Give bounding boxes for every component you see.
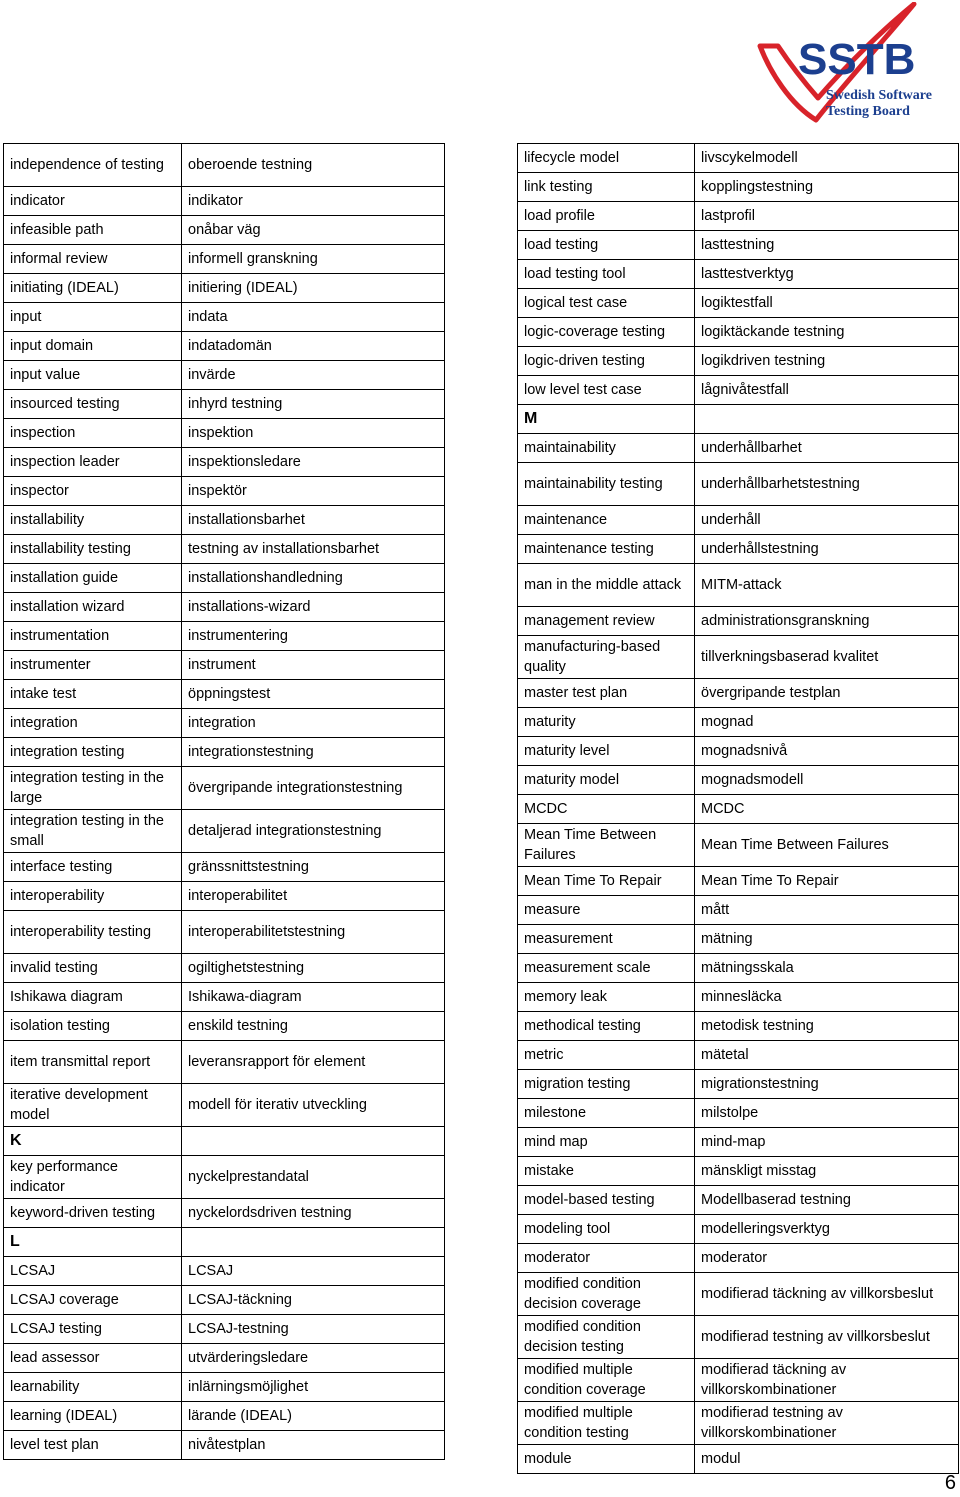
glossary-row — [518, 954, 959, 983]
term-swedish: Mean Time To Repair — [695, 867, 959, 896]
term-swedish: installations-wizard — [182, 593, 445, 622]
glossary-row — [4, 144, 445, 187]
term-english: LCSAJ testing — [4, 1315, 182, 1344]
term-swedish: mognad — [695, 708, 959, 737]
term-english: item transmittal report — [4, 1041, 182, 1084]
glossary-row — [4, 1402, 445, 1431]
term-english: key performance indicator — [4, 1156, 182, 1199]
term-english: man in the middle attack — [518, 564, 695, 607]
term-swedish: mind-map — [695, 1128, 959, 1157]
section-letter: M — [518, 405, 695, 434]
term-swedish: utvärderingsledare — [182, 1344, 445, 1373]
term-english: measurement — [518, 925, 695, 954]
term-english: Mean Time Between Failures — [518, 824, 695, 867]
glossary-row — [518, 231, 959, 260]
term-english: infeasible path — [4, 216, 182, 245]
term-swedish: oberoende testning — [182, 144, 445, 187]
glossary-row — [4, 216, 445, 245]
term-english: logic-coverage testing — [518, 318, 695, 347]
term-swedish: mått — [695, 896, 959, 925]
glossary-row — [518, 506, 959, 535]
glossary-row — [4, 1156, 445, 1199]
section-header-row — [4, 1127, 445, 1156]
logo-line1: Swedish Software — [826, 88, 932, 103]
glossary-row — [518, 376, 959, 405]
term-english: measure — [518, 896, 695, 925]
glossary-row — [4, 680, 445, 709]
term-swedish: LCSAJ-testning — [182, 1315, 445, 1344]
glossary-row — [518, 1099, 959, 1128]
term-swedish: underhåll — [695, 506, 959, 535]
glossary-table-right — [517, 143, 959, 1474]
term-swedish: lasttestverktyg — [695, 260, 959, 289]
term-english: Ishikawa diagram — [4, 983, 182, 1012]
term-english: instrumenter — [4, 651, 182, 680]
glossary-row — [518, 896, 959, 925]
glossary-row — [4, 1012, 445, 1041]
glossary-row — [518, 434, 959, 463]
term-english: methodical testing — [518, 1012, 695, 1041]
glossary-row — [4, 1199, 445, 1228]
term-swedish: tillverkningsbaserad kvalitet — [695, 636, 959, 679]
term-swedish: leveransrapport för element — [182, 1041, 445, 1084]
logo-line2: Testing Board — [826, 104, 910, 119]
term-swedish: nyckelordsdriven testning — [182, 1199, 445, 1228]
term-english: mistake — [518, 1157, 695, 1186]
glossary-row — [4, 419, 445, 448]
term-swedish: underhållbarhetstestning — [695, 463, 959, 506]
term-swedish: lasttestning — [695, 231, 959, 260]
glossary-row — [4, 983, 445, 1012]
term-english: integration — [4, 709, 182, 738]
term-english: logic-driven testing — [518, 347, 695, 376]
term-swedish: detaljerad integrationstestning — [182, 810, 445, 853]
term-swedish: invärde — [182, 361, 445, 390]
glossary-row — [518, 1273, 959, 1316]
glossary-row — [518, 463, 959, 506]
term-swedish: MCDC — [695, 795, 959, 824]
glossary-row — [4, 303, 445, 332]
term-english: inspection leader — [4, 448, 182, 477]
glossary-row — [518, 1186, 959, 1215]
glossary-row — [4, 1257, 445, 1286]
term-swedish: Ishikawa-diagram — [182, 983, 445, 1012]
glossary-row — [518, 289, 959, 318]
term-swedish: indikator — [182, 187, 445, 216]
term-swedish: övergripande testplan — [695, 679, 959, 708]
term-english: model-based testing — [518, 1186, 695, 1215]
term-english: interface testing — [4, 853, 182, 882]
term-swedish: lastprofil — [695, 202, 959, 231]
term-english: maintenance — [518, 506, 695, 535]
glossary-row — [518, 1157, 959, 1186]
term-swedish: lärande (IDEAL) — [182, 1402, 445, 1431]
term-swedish: integrationstestning — [182, 738, 445, 767]
term-english: metric — [518, 1041, 695, 1070]
glossary-row — [518, 202, 959, 231]
term-english: interoperability — [4, 882, 182, 911]
term-english: logical test case — [518, 289, 695, 318]
term-swedish: logiktäckande testning — [695, 318, 959, 347]
section-blank-cell — [182, 1228, 445, 1257]
term-english: maintainability testing — [518, 463, 695, 506]
glossary-row — [4, 477, 445, 506]
glossary-row — [4, 1431, 445, 1460]
term-swedish: underhållbarhet — [695, 434, 959, 463]
term-swedish: MITM-attack — [695, 564, 959, 607]
term-swedish: modul — [695, 1445, 959, 1474]
glossary-right-body — [518, 144, 959, 1474]
glossary-row — [4, 767, 445, 810]
glossary-row — [518, 679, 959, 708]
term-swedish: inspektör — [182, 477, 445, 506]
section-letter: L — [4, 1228, 182, 1257]
glossary-row — [518, 1244, 959, 1273]
glossary-row — [518, 925, 959, 954]
section-blank-cell — [182, 1127, 445, 1156]
term-swedish: inspektion — [182, 419, 445, 448]
glossary-row — [4, 622, 445, 651]
glossary-row — [4, 564, 445, 593]
term-swedish: informell granskning — [182, 245, 445, 274]
term-english: input value — [4, 361, 182, 390]
term-english: LCSAJ — [4, 1257, 182, 1286]
term-english: indicator — [4, 187, 182, 216]
term-english: migration testing — [518, 1070, 695, 1099]
term-english: maintainability — [518, 434, 695, 463]
term-swedish: inspektionsledare — [182, 448, 445, 477]
term-english: learnability — [4, 1373, 182, 1402]
term-english: load profile — [518, 202, 695, 231]
glossary-row — [518, 173, 959, 202]
term-english: integration testing — [4, 738, 182, 767]
term-english: maturity model — [518, 766, 695, 795]
term-swedish: installationshandledning — [182, 564, 445, 593]
glossary-row — [518, 260, 959, 289]
term-english: inspection — [4, 419, 182, 448]
term-swedish: onåbar väg — [182, 216, 445, 245]
glossary-row — [4, 245, 445, 274]
term-english: maintenance testing — [518, 535, 695, 564]
term-swedish: LCSAJ — [182, 1257, 445, 1286]
glossary-row — [4, 593, 445, 622]
section-header-row — [518, 405, 959, 434]
term-swedish: modifierad testning av villkorskombinationer — [695, 1402, 959, 1445]
term-swedish: indatadomän — [182, 332, 445, 361]
term-english: inspector — [4, 477, 182, 506]
glossary-row — [518, 347, 959, 376]
term-english: integration testing in the small — [4, 810, 182, 853]
term-swedish: öppningstest — [182, 680, 445, 709]
glossary-row — [518, 1316, 959, 1359]
sstb-logo — [752, 2, 952, 130]
term-swedish: övergripande integrationstestning — [182, 767, 445, 810]
term-swedish: mätningsskala — [695, 954, 959, 983]
term-english: moderator — [518, 1244, 695, 1273]
term-english: MCDC — [518, 795, 695, 824]
term-english: independence of testing — [4, 144, 182, 187]
glossary-row — [518, 607, 959, 636]
glossary-row — [4, 361, 445, 390]
term-english: maturity — [518, 708, 695, 737]
glossary-row — [4, 332, 445, 361]
term-english: Mean Time To Repair — [518, 867, 695, 896]
term-swedish: migrationstestning — [695, 1070, 959, 1099]
glossary-row — [4, 911, 445, 954]
glossary-row — [518, 867, 959, 896]
term-swedish: inhyrd testning — [182, 390, 445, 419]
term-swedish: moderator — [695, 1244, 959, 1273]
glossary-row — [4, 651, 445, 680]
term-english: keyword-driven testing — [4, 1199, 182, 1228]
term-swedish: modelleringsverktyg — [695, 1215, 959, 1244]
term-swedish: testning av installationsbarhet — [182, 535, 445, 564]
term-english: intake test — [4, 680, 182, 709]
glossary-row — [518, 766, 959, 795]
term-english: installation guide — [4, 564, 182, 593]
term-english: module — [518, 1445, 695, 1474]
term-swedish: nyckelprestandatal — [182, 1156, 445, 1199]
term-swedish: enskild testning — [182, 1012, 445, 1041]
term-swedish: mognadsmodell — [695, 766, 959, 795]
term-english: mind map — [518, 1128, 695, 1157]
glossary-row — [518, 795, 959, 824]
term-swedish: Mean Time Between Failures — [695, 824, 959, 867]
term-english: maturity level — [518, 737, 695, 766]
glossary-row — [4, 1084, 445, 1127]
glossary-left-body — [4, 144, 445, 1460]
term-swedish: mätning — [695, 925, 959, 954]
term-english: integration testing in the large — [4, 767, 182, 810]
glossary-row — [4, 954, 445, 983]
glossary-row — [4, 709, 445, 738]
term-swedish: LCSAJ-täckning — [182, 1286, 445, 1315]
term-english: memory leak — [518, 983, 695, 1012]
term-english: load testing — [518, 231, 695, 260]
section-letter: K — [4, 1127, 182, 1156]
term-swedish: logiktestfall — [695, 289, 959, 318]
term-swedish: indata — [182, 303, 445, 332]
term-swedish: ogiltighetstestning — [182, 954, 445, 983]
term-swedish: interoperabilitetstestning — [182, 911, 445, 954]
glossary-row — [518, 318, 959, 347]
glossary-row — [518, 824, 959, 867]
term-swedish: modifierad täckning av villkorskombinationer — [695, 1359, 959, 1402]
term-swedish: instrument — [182, 651, 445, 680]
glossary-row — [518, 983, 959, 1012]
glossary-row — [4, 1286, 445, 1315]
term-english: measurement scale — [518, 954, 695, 983]
glossary-row — [518, 564, 959, 607]
term-swedish: Modellbaserad testning — [695, 1186, 959, 1215]
term-english: master test plan — [518, 679, 695, 708]
glossary-row — [4, 1373, 445, 1402]
term-swedish: logikdriven testning — [695, 347, 959, 376]
term-swedish: administrationsgranskning — [695, 607, 959, 636]
term-english: link testing — [518, 173, 695, 202]
term-english: iterative development model — [4, 1084, 182, 1127]
term-swedish: metodisk testning — [695, 1012, 959, 1041]
term-swedish: mätetal — [695, 1041, 959, 1070]
term-swedish: modifierad täckning av villkorsbeslut — [695, 1273, 959, 1316]
term-english: installability testing — [4, 535, 182, 564]
glossary-row — [518, 144, 959, 173]
glossary-row — [4, 390, 445, 419]
section-header-row — [4, 1228, 445, 1257]
term-swedish: underhållstestning — [695, 535, 959, 564]
term-swedish: integration — [182, 709, 445, 738]
glossary-row — [4, 274, 445, 303]
glossary-row — [518, 636, 959, 679]
term-english: management review — [518, 607, 695, 636]
term-english: interoperability testing — [4, 911, 182, 954]
glossary-row — [4, 506, 445, 535]
glossary-row — [4, 1344, 445, 1373]
term-swedish: kopplingstestning — [695, 173, 959, 202]
term-swedish: modell för iterativ utveckling — [182, 1084, 445, 1127]
term-english: level test plan — [4, 1431, 182, 1460]
glossary-row — [4, 853, 445, 882]
term-swedish: minnesläcka — [695, 983, 959, 1012]
glossary-row — [518, 535, 959, 564]
glossary-row — [518, 1012, 959, 1041]
glossary-row — [4, 448, 445, 477]
glossary-row — [518, 737, 959, 766]
glossary-row — [518, 1402, 959, 1445]
term-english: input — [4, 303, 182, 332]
term-english: lifecycle model — [518, 144, 695, 173]
term-english: installability — [4, 506, 182, 535]
term-swedish: lågnivåtestfall — [695, 376, 959, 405]
term-english: modified multiple condition coverage — [518, 1359, 695, 1402]
term-swedish: interoperabilitet — [182, 882, 445, 911]
term-english: learning (IDEAL) — [4, 1402, 182, 1431]
glossary-row — [4, 1041, 445, 1084]
term-swedish: nivåtestplan — [182, 1431, 445, 1460]
term-swedish: mognadsnivå — [695, 737, 959, 766]
glossary-row — [518, 1128, 959, 1157]
glossary-row — [518, 1359, 959, 1402]
glossary-row — [4, 535, 445, 564]
glossary-row — [4, 1315, 445, 1344]
glossary-row — [518, 1041, 959, 1070]
term-swedish: instrumentering — [182, 622, 445, 651]
term-english: load testing tool — [518, 260, 695, 289]
glossary-table-left — [3, 143, 445, 1460]
term-swedish: installationsbarhet — [182, 506, 445, 535]
term-english: invalid testing — [4, 954, 182, 983]
logo-abbr: SSTB — [798, 35, 916, 84]
glossary-row — [4, 882, 445, 911]
term-swedish: livscykelmodell — [695, 144, 959, 173]
term-english: lead assessor — [4, 1344, 182, 1373]
term-english: modified condition decision testing — [518, 1316, 695, 1359]
term-english: input domain — [4, 332, 182, 361]
term-swedish: mänskligt misstag — [695, 1157, 959, 1186]
term-swedish: inlärningsmöjlighet — [182, 1373, 445, 1402]
term-english: isolation testing — [4, 1012, 182, 1041]
term-english: modified condition decision coverage — [518, 1273, 695, 1316]
term-swedish: modifierad testning av villkorsbeslut — [695, 1316, 959, 1359]
glossary-row — [518, 1445, 959, 1474]
glossary-row — [518, 1215, 959, 1244]
term-english: LCSAJ coverage — [4, 1286, 182, 1315]
term-english: milestone — [518, 1099, 695, 1128]
term-english: informal review — [4, 245, 182, 274]
glossary-row — [4, 738, 445, 767]
term-swedish: milstolpe — [695, 1099, 959, 1128]
term-swedish: gränssnittstestning — [182, 853, 445, 882]
page-number: 6 — [944, 1472, 956, 1494]
glossary-row — [4, 187, 445, 216]
glossary-row — [518, 708, 959, 737]
term-english: instrumentation — [4, 622, 182, 651]
term-swedish: initiering (IDEAL) — [182, 274, 445, 303]
term-english: manufacturing-based quality — [518, 636, 695, 679]
term-english: insourced testing — [4, 390, 182, 419]
term-english: modified multiple condition testing — [518, 1402, 695, 1445]
section-blank-cell — [695, 405, 959, 434]
glossary-row — [4, 810, 445, 853]
term-english: low level test case — [518, 376, 695, 405]
term-english: initiating (IDEAL) — [4, 274, 182, 303]
term-english: installation wizard — [4, 593, 182, 622]
glossary-row — [518, 1070, 959, 1099]
term-english: modeling tool — [518, 1215, 695, 1244]
